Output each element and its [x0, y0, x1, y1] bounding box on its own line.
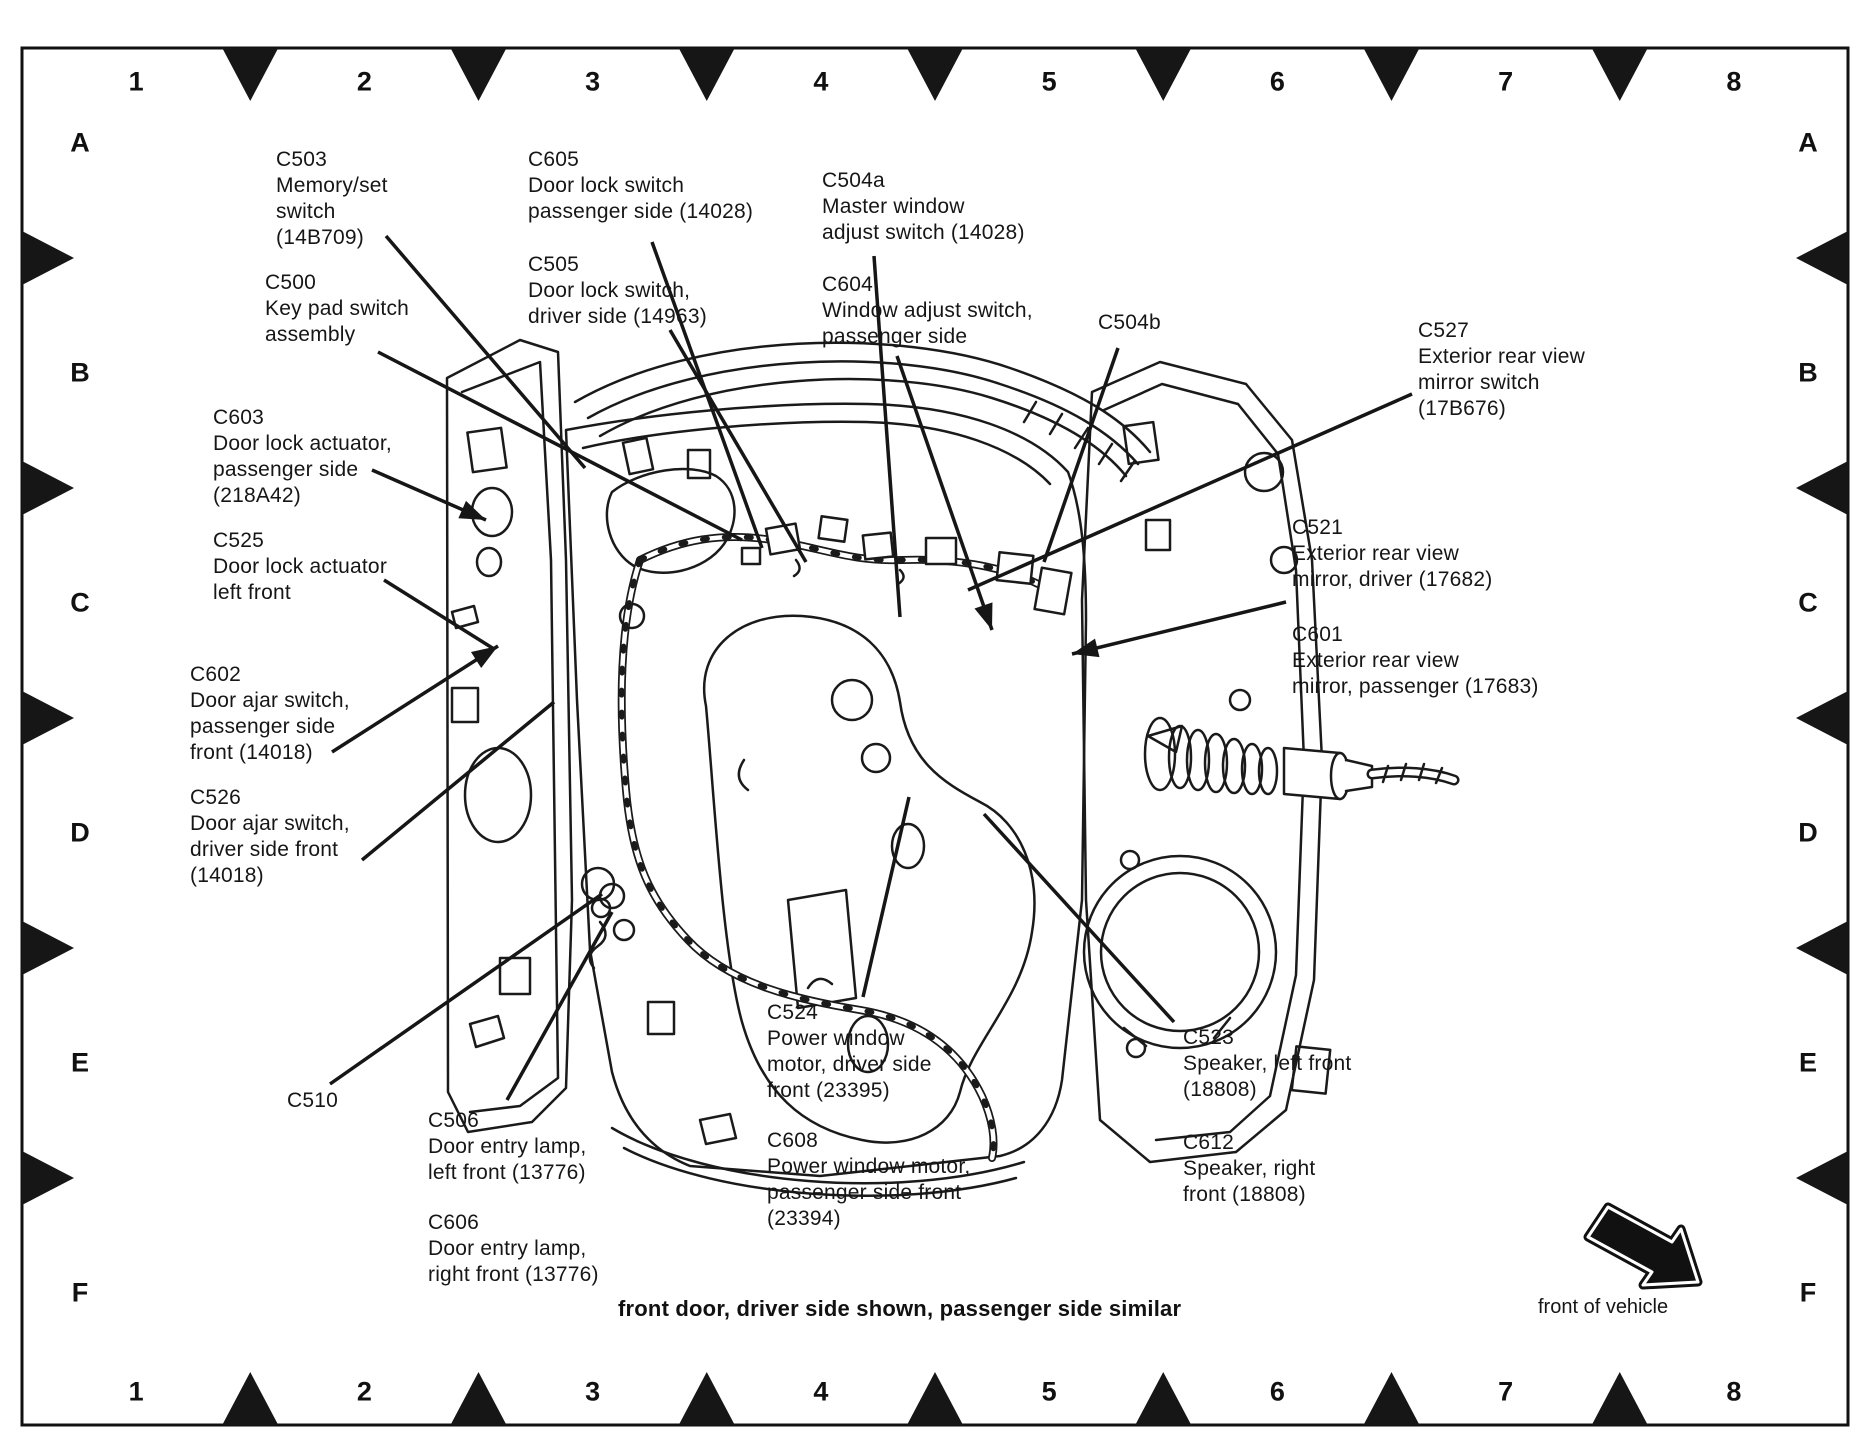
callout-c503 — [276, 147, 388, 251]
callout-c527 — [1418, 318, 1585, 422]
left-edge-triangle-1 — [22, 231, 74, 285]
callout-line: (23394) — [767, 1207, 841, 1230]
bottom-edge-triangle-4 — [907, 1372, 963, 1425]
callout-line: C606 — [428, 1211, 480, 1234]
top-edge-triangle-5 — [1135, 48, 1191, 101]
callout-line: C608 — [767, 1129, 819, 1152]
figure-caption: front door, driver side shown, passenger side similar — [618, 1296, 1182, 1321]
callout-c526 — [190, 785, 350, 889]
callout-line: Door ajar switch, — [190, 689, 350, 712]
callout-line: Exterior rear view — [1292, 542, 1459, 565]
top-edge-triangle-6 — [1364, 48, 1420, 101]
leader-line-c525 — [384, 580, 494, 649]
left-edge-triangle-5 — [22, 1151, 74, 1205]
grid-col-label-bottom-7: 7 — [1498, 1376, 1514, 1407]
callout-line: C524 — [767, 1001, 819, 1024]
callout-c606 — [428, 1210, 599, 1288]
callout-c523 — [1183, 1025, 1351, 1103]
callout-line: mirror, driver (17682) — [1292, 568, 1493, 591]
callout-line: C504b — [1098, 311, 1161, 334]
right-edge-triangle-5 — [1796, 1151, 1848, 1205]
grid-row-label-right-B: B — [1798, 357, 1818, 388]
grid-col-label-top-7: 7 — [1498, 66, 1514, 97]
callout-line: Door ajar switch, — [190, 812, 350, 835]
callout-line: right front (13776) — [428, 1263, 599, 1286]
leader-arrowhead-c602 — [471, 646, 498, 668]
callout-line: Door entry lamp, — [428, 1135, 587, 1158]
callout-line: front (14018) — [190, 741, 313, 764]
leader-line-c521 — [1072, 602, 1286, 654]
grid-col-label-bottom-3: 3 — [585, 1376, 601, 1407]
callout-line: adjust switch (14028) — [822, 221, 1025, 244]
callout-line: C602 — [190, 663, 242, 686]
callout-line: Master window — [822, 195, 965, 218]
callout-c603 — [213, 405, 392, 509]
callout-line: motor, driver side — [767, 1053, 932, 1076]
grid-row-label-left-C: C — [70, 587, 90, 618]
callout-line: left front (13776) — [428, 1161, 586, 1184]
grid-col-label-bottom-8: 8 — [1726, 1376, 1742, 1407]
callout-line: passenger side (14028) — [528, 200, 754, 223]
callout-line: Exterior rear view — [1292, 649, 1459, 672]
callout-line: Speaker, left front — [1183, 1052, 1352, 1075]
grid-col-label-bottom-2: 2 — [356, 1376, 372, 1407]
callout-line: (14018) — [190, 864, 264, 887]
callout-line: Memory/set — [276, 174, 388, 197]
callout-line: Door lock switch — [528, 174, 685, 197]
callout-c504a — [822, 168, 1025, 246]
top-edge-triangle-2 — [451, 48, 507, 101]
grid-col-label-top-4: 4 — [813, 66, 829, 97]
callout-c602 — [190, 662, 350, 766]
callout-c506 — [428, 1108, 586, 1186]
callout-c524 — [767, 1000, 932, 1104]
callout-line: C612 — [1183, 1131, 1235, 1154]
callout-line: Window adjust switch, — [822, 299, 1033, 322]
callout-line: C506 — [428, 1109, 480, 1132]
grid-row-label-left-A: A — [70, 127, 90, 158]
grid-row-label-left-D: D — [70, 817, 90, 848]
callout-line: Door lock actuator, — [213, 432, 392, 455]
leader-arrowhead-c604 — [975, 602, 993, 630]
mirror-cable — [1145, 718, 1454, 799]
callout-line: passenger side — [213, 458, 359, 481]
callout-line: C523 — [1183, 1026, 1235, 1049]
callout-c521 — [1292, 515, 1492, 593]
grid-col-label-top-6: 6 — [1269, 66, 1285, 97]
callout-line: C521 — [1292, 516, 1344, 539]
grid-row-label-left-E: E — [70, 1047, 90, 1078]
grid-col-label-bottom-5: 5 — [1041, 1376, 1057, 1407]
callout-line: driver side front — [190, 838, 339, 861]
leader-line-c526 — [362, 702, 554, 860]
callout-line: Speaker, right — [1183, 1157, 1316, 1180]
callout-c612 — [1183, 1130, 1315, 1208]
left-edge-triangle-2 — [22, 461, 74, 515]
callout-c604 — [822, 272, 1033, 350]
callout-line: front (18808) — [1183, 1183, 1306, 1206]
grid-row-label-right-D: D — [1798, 817, 1818, 848]
callout-line: C526 — [190, 786, 242, 809]
leader-line-c602 — [332, 646, 498, 752]
grid-col-label-top-8: 8 — [1726, 66, 1742, 97]
left-edge-triangle-4 — [22, 921, 74, 975]
grid-row-label-left-F: F — [71, 1277, 89, 1308]
callout-line: C605 — [528, 148, 580, 171]
callout-c510 — [287, 1088, 338, 1114]
callout-line: driver side (14963) — [528, 305, 707, 328]
bottom-edge-triangle-1 — [222, 1372, 278, 1425]
callout-line: Door lock actuator — [213, 555, 388, 578]
callout-leader-lines — [330, 236, 1412, 1100]
callout-line: C603 — [213, 406, 265, 429]
left-edge-triangle-3 — [22, 691, 74, 745]
callout-line: C500 — [265, 271, 317, 294]
callout-line: Door entry lamp, — [428, 1237, 587, 1260]
grid-col-label-bottom-4: 4 — [813, 1376, 829, 1407]
front-of-vehicle-label: front of vehicle — [1538, 1296, 1669, 1318]
callout-line: C505 — [528, 253, 580, 276]
grid-col-label-top-1: 1 — [128, 66, 144, 97]
bottom-edge-triangle-7 — [1592, 1372, 1648, 1425]
callout-line: Key pad switch — [265, 297, 410, 320]
callout-line: Exterior rear view — [1418, 345, 1585, 368]
top-edge-triangle-1 — [222, 48, 278, 101]
callout-line: left front — [213, 581, 291, 604]
grid-col-label-top-5: 5 — [1041, 66, 1057, 97]
top-edge-triangle-3 — [679, 48, 735, 101]
callout-line: C527 — [1418, 319, 1470, 342]
callout-line: passenger side — [822, 325, 968, 348]
right-edge-triangle-2 — [1796, 461, 1848, 515]
callout-line: Power window — [767, 1027, 905, 1050]
leader-line-c510 — [330, 894, 602, 1084]
leader-line-c524 — [863, 797, 909, 997]
grid-row-label-left-B: B — [70, 357, 90, 388]
callout-line: switch — [276, 200, 336, 223]
grid-col-label-top-2: 2 — [356, 66, 372, 97]
callout-line: (18808) — [1183, 1078, 1257, 1101]
callout-c608 — [767, 1128, 970, 1232]
callout-line: C510 — [287, 1089, 339, 1112]
callout-line: mirror, passenger (17683) — [1292, 675, 1539, 698]
callout-line: assembly — [265, 323, 356, 346]
grid-row-label-right-A: A — [1798, 127, 1818, 158]
bottom-edge-triangle-2 — [451, 1372, 507, 1425]
grid-row-label-right-E: E — [1798, 1047, 1818, 1078]
callout-line: passenger side front — [767, 1181, 962, 1204]
callout-line: front (23395) — [767, 1079, 890, 1102]
callout-line: C503 — [276, 148, 328, 171]
grid-row-label-right-C: C — [1798, 587, 1818, 618]
bottom-edge-triangle-6 — [1364, 1372, 1420, 1425]
callout-line: C604 — [822, 273, 874, 296]
right-edge-triangle-4 — [1796, 921, 1848, 975]
callout-line: (14B709) — [276, 226, 364, 249]
front-of-vehicle-arrow-icon — [1588, 1207, 1698, 1285]
callout-line: passenger side — [190, 715, 336, 738]
callout-line: C525 — [213, 529, 265, 552]
bottom-edge-triangle-5 — [1135, 1372, 1191, 1425]
callout-c605 — [528, 147, 753, 225]
callout-line: (17B676) — [1418, 397, 1506, 420]
grid-row-label-right-F: F — [1799, 1277, 1817, 1308]
callout-line: mirror switch — [1418, 371, 1540, 394]
leader-line-c506 — [507, 912, 612, 1100]
callout-c525 — [213, 528, 387, 606]
callout-line: Power window motor, — [767, 1155, 971, 1178]
callout-line: (218A42) — [213, 484, 301, 507]
callout-line: Door lock switch, — [528, 279, 691, 302]
callout-c500 — [265, 270, 409, 348]
bottom-edge-triangle-3 — [679, 1372, 735, 1425]
right-edge-triangle-1 — [1796, 231, 1848, 285]
grid-col-label-top-3: 3 — [585, 66, 601, 97]
right-edge-triangle-3 — [1796, 691, 1848, 745]
callout-line: C504a — [822, 169, 885, 192]
top-edge-triangle-7 — [1592, 48, 1648, 101]
grid-col-label-bottom-1: 1 — [128, 1376, 144, 1407]
callout-c601 — [1292, 622, 1539, 700]
callout-line: C601 — [1292, 623, 1344, 646]
top-edge-triangle-4 — [907, 48, 963, 101]
leader-line-c604 — [897, 356, 992, 630]
grid-col-label-bottom-6: 6 — [1269, 1376, 1285, 1407]
callout-c504b — [1098, 310, 1161, 336]
callout-c505 — [528, 252, 707, 330]
